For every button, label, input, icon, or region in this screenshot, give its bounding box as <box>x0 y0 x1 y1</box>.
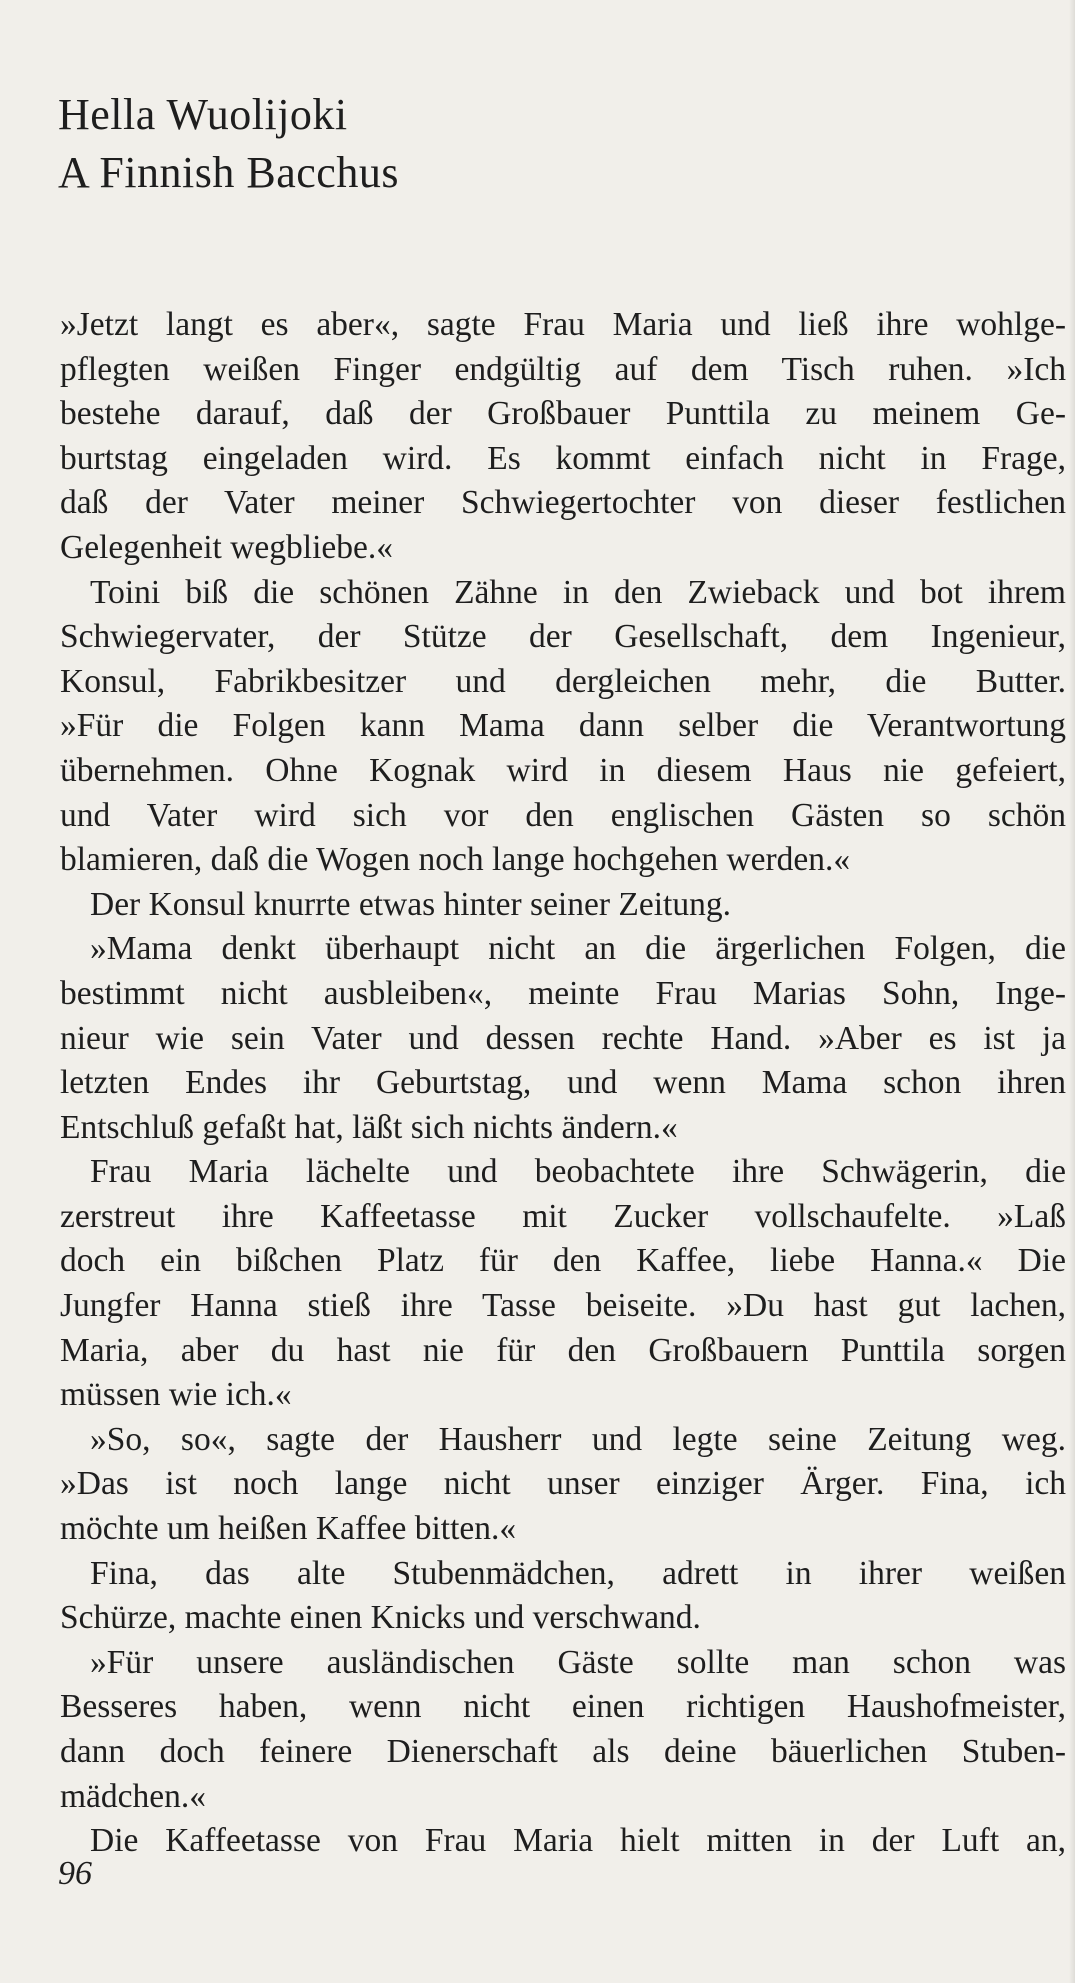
text-line: zerstreut ihre Kaffeetasse mit Zucker vollschaufelte. »Laß <box>60 1197 1066 1235</box>
author-name: Hella Wuolijoki <box>58 90 348 139</box>
text-line: Maria, aber du hast nie für den Großbauern Punttila sorgen <box>60 1331 1066 1369</box>
text-line: übernehmen. Ohne Kognak wird in diesem Haus nie gefeiert, <box>60 751 1066 789</box>
text-line: »Das ist noch lange nicht unser einziger Ärger. Fina, ich <box>60 1465 1066 1503</box>
text-line: »Mama denkt überhaupt nicht an die ärgerlichen Folgen, die <box>90 930 1066 968</box>
text-line: mädchen.« <box>60 1777 207 1815</box>
text-line: pflegten weißen Finger endgültig auf dem Tisch ruhen. »Ich <box>60 350 1066 388</box>
body-text <box>60 303 1075 1864</box>
text-line: Entschluß gefaßt hat, läßt sich nichts ändern.« <box>60 1108 678 1146</box>
story-title: A Finnish Bacchus <box>58 148 399 197</box>
chapter-heading <box>58 86 399 202</box>
text-line: doch ein bißchen Platz für den Kaffee, liebe Hanna.« Die <box>60 1242 1066 1280</box>
text-line: und Vater wird sich vor den englischen Gästen so schön <box>60 796 1066 834</box>
text-line: Jungfer Hanna stieß ihre Tasse beiseite. »Du hast gut lachen, <box>60 1287 1066 1325</box>
text-line: bestehe darauf, daß der Großbauer Punttila zu meinem Ge- <box>60 395 1066 433</box>
text-line: »Jetzt langt es aber«, sagte Frau Maria und ließ ihre wohlge- <box>60 306 1066 343</box>
text-line: »Für die Folgen kann Mama dann selber die Verantwortung <box>60 707 1066 745</box>
text-line: Frau Maria lächelte und beobachtete ihre Schwägerin, die <box>90 1153 1066 1191</box>
page-number: 96 <box>58 1855 92 1892</box>
text-line: »So, so«, sagte der Hausherr und legte seine Zeitung weg. <box>90 1420 1066 1458</box>
text-line: Konsul, Fabrikbesitzer und dergleichen mehr, die Butter. <box>60 662 1066 700</box>
text-line: Gelegenheit wegbliebe.« <box>60 528 394 566</box>
text-line: dann doch feinere Dienerschaft als deine bäuerlichen Stuben- <box>60 1733 1066 1770</box>
text-line: Der Konsul knurrte etwas hinter seiner Zeitung. <box>90 885 731 923</box>
text-line: bestimmt nicht ausbleiben«, meinte Frau Marias Sohn, Inge- <box>60 974 1066 1012</box>
text-line: blamieren, daß die Wogen noch lange hochgehen werden.« <box>60 841 851 879</box>
text-line: Besseres haben, wenn nicht einen richtigen Haushofmeister, <box>60 1688 1066 1726</box>
text-line: daß der Vater meiner Schwiegertochter von dieser festlichen <box>60 484 1066 522</box>
text-line: »Für unsere ausländischen Gäste sollte man schon was <box>90 1643 1066 1681</box>
text-line: Schwiegervater, der Stütze der Gesellschaft, dem Ingenieur, <box>60 618 1066 656</box>
text-line: nieur wie sein Vater und dessen rechte Hand. »Aber es ist ja <box>60 1019 1066 1057</box>
text-line: müssen wie ich.« <box>60 1376 292 1414</box>
text-line: Toini biß die schönen Zähne in den Zwieback und bot ihrem <box>90 573 1066 611</box>
page-edge-shadow <box>1069 0 1075 1983</box>
text-line: Schürze, machte einen Knicks und verschwand. <box>60 1599 701 1637</box>
text-line: Fina, das alte Stubenmädchen, adrett in ihrer weißen <box>90 1554 1066 1592</box>
text-line: möchte um heißen Kaffee bitten.« <box>60 1510 517 1548</box>
text-line: burtstag eingeladen wird. Es kommt einfach nicht in Frage, <box>60 439 1066 477</box>
text-line: letzten Endes ihr Geburtstag, und wenn Mama schon ihren <box>60 1064 1066 1102</box>
text-line: Die Kaffeetasse von Frau Maria hielt mitten in der Luft an, <box>90 1822 1066 1860</box>
